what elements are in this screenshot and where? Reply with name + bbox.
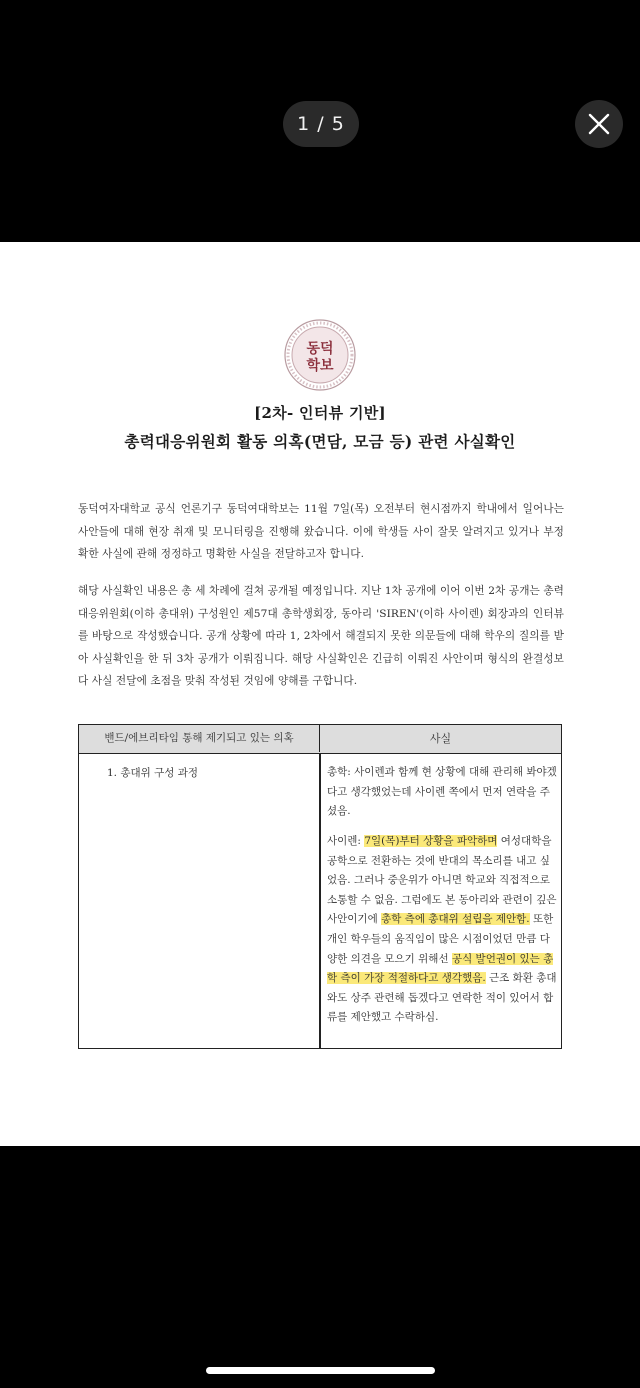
fact-siren-text-3: 근조 화환 총대와도 상주 관련해 돕겠다고 연락한 적이 있어서 합류를 제안했고 수락하심.	[327, 972, 557, 1024]
viewer-top-bar	[0, 0, 640, 242]
fact-siren-text-2: 또한 개인 학우들의 움직임이 많은 시점이었던 만큼 다양한 의견을 모으기 위해선	[327, 913, 554, 965]
close-icon	[588, 113, 610, 135]
notice-paragraph: 해당 사실확인 내용은 총 세 차례에 걸쳐 공개될 예정입니다. 지난 1차 공개에 이어 이번 2차 공개는 총력대응위원회(이하 총대위) 구성원인 제57대 총학생회장, 동아리 'SIREN'(이하 사이렌) 회장과의 인터뷰를 바탕으로 작성했습니다. 공개 상황에 따라 1, 2차에서 해결되지 못한 의문들에 대해 학우의 질의를 받아 사실확인을 한 뒤 3차 공개가 이뤄집니다. 해당 사실확인은 긴급히 이뤄진 사안이며 형식의 완결성보다 사실 전달에 초점을 맞춰 작성된 것임에 양해를 구합니다.	[78, 585, 564, 687]
table-header-allegation: 밴드/에브리타임 통해 제기되고 있는 의혹	[79, 725, 320, 752]
home-indicator[interactable]	[206, 1367, 435, 1374]
document-page	[0, 242, 640, 1146]
close-button[interactable]	[575, 100, 623, 148]
table-header-row	[79, 725, 561, 754]
fact-student-council: 총학: 사이렌과 함께 현 상황에 대해 관리해 봐야겠다고 생각했었는데 사이렌 쪽에서 먼저 연락을 주셨음.	[327, 766, 557, 818]
intro-paragraph: 동덕여자대학교 공식 언론기구 동덕여대학보는 11월 7일(목) 오전부터 현시점까지 학내에서 일어나는 사안들에 대해 현장 취재 및 모니터링을 진행해 왔습니다. 이에 학생들 사이 잘못 알려지고 있거나 부정확한 사실에 관해 정정하고 명확한 사실을 전달하고자 합니다.	[78, 503, 564, 560]
document-title: 총력대응위원회 활동 의혹(면담, 모금 등) 관련 사실확인	[124, 432, 516, 451]
highlight-3: 공식 발언권이 있는 총학 측이 가장 적절하다고 생각했음.	[327, 952, 554, 985]
svg-text:학보: 학보	[306, 358, 334, 374]
highlight-2: 총학 측에 총대위 설립을 제안함.	[381, 913, 530, 926]
page-counter: 1 / 5	[283, 101, 359, 147]
fact-siren	[327, 832, 557, 1028]
svg-text:동덕: 동덕	[306, 341, 334, 357]
allegation-item: 1. 총대위 구성 과정	[107, 767, 199, 779]
table-header-fact: 사실	[429, 732, 452, 745]
newspaper-seal-logo	[283, 318, 357, 392]
fact-siren-text-1: 여성대학을 공학으로 전환하는 것에 반대의 목소리를 내고 싶었음. 그러나 중운위가 아니면 학교와 직접적으로 소통할 수 없음. 그럼에도 본 동아리와 관련이 깊은 사안이기에	[327, 835, 557, 926]
highlight-1: 7일(목)부터 상황을 파악하며	[364, 835, 498, 847]
column-divider	[319, 754, 321, 1048]
viewer-bottom-bar	[0, 1146, 640, 1388]
document-subtitle: [2차- 인터뷰 기반]	[254, 404, 386, 422]
fact-siren-prefix: 사이렌:	[327, 835, 365, 847]
fact-check-table	[78, 724, 562, 1049]
